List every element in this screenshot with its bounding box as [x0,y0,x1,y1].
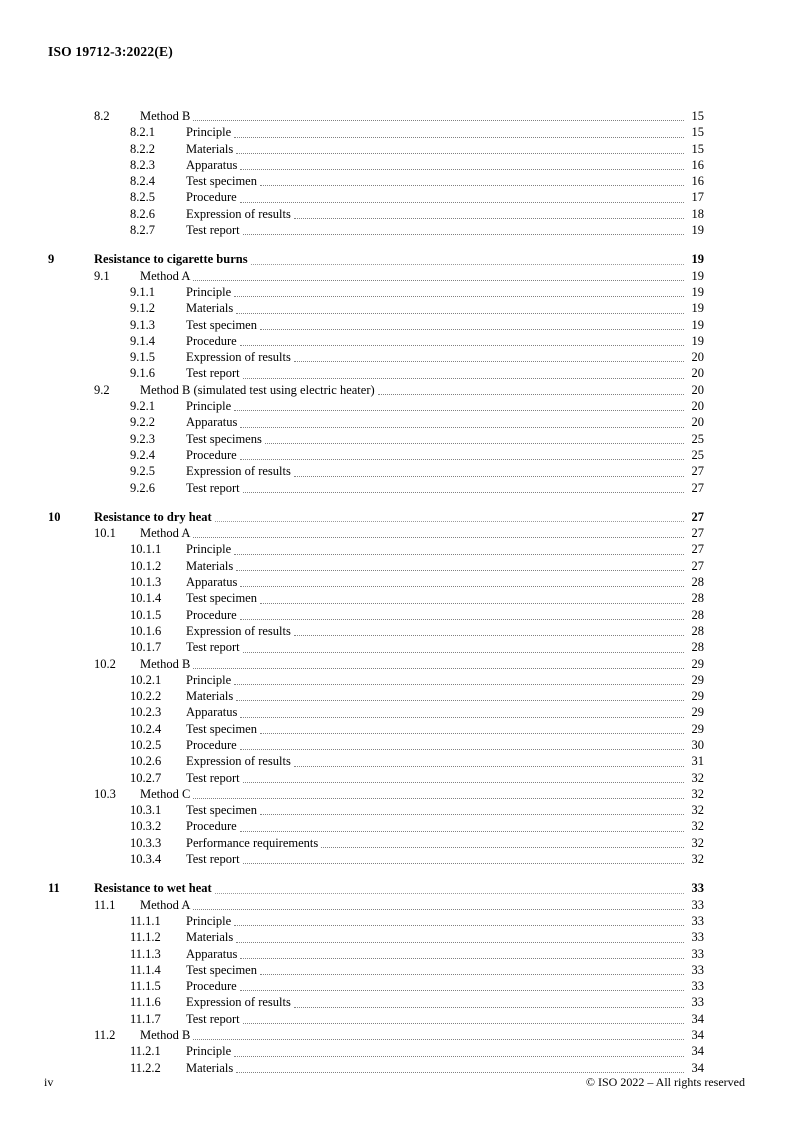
toc-entry[interactable] [48,108,704,124]
toc-entry-label: Test specimen [186,317,257,332]
toc-entry-page: 19 [691,301,704,316]
toc-entry-page: 32 [691,819,704,834]
toc-entry[interactable] [48,480,704,496]
toc-leader-dots [236,569,684,571]
toc-entry[interactable] [48,173,704,189]
toc-spacer [48,867,704,874]
toc-entry-label: Method B (simulated test using electric heater) [140,382,375,397]
toc-entry-page: 33 [691,946,704,961]
toc-entry-label: Principle [186,672,232,687]
toc-entry-number: 10.2.6 [130,754,162,769]
toc-entry-page: 34 [691,1060,704,1075]
toc-entry-page: 20 [691,399,704,414]
toc-entry-number: 10.1.5 [130,607,162,622]
toc-entry-number: 10.2.1 [130,672,162,687]
toc-entry-number: 11.1.5 [130,979,161,994]
toc-entry-label: Procedure [186,190,237,205]
toc-entry-number: 11.1.2 [130,930,161,945]
toc-entry-number: 8.2.6 [130,206,155,221]
toc-entry-label: Principle [186,125,232,140]
toc-entry-page: 16 [691,174,704,189]
toc-entry[interactable] [48,994,704,1010]
toc-leader-dots [294,634,684,636]
toc-entry-page: 25 [691,431,704,446]
toc-entry-page: 29 [691,672,704,687]
toc-leader-dots [240,989,684,991]
toc-entry-label: Resistance to wet heat [94,881,212,896]
toc-entry-label: Apparatus [186,946,238,961]
toc-entry-label: Method B [140,1028,191,1043]
toc-entry-label: Test specimen [186,591,257,606]
toc-entry-number: 9.2.5 [130,464,155,479]
toc-entry-number: 10.1.7 [130,640,162,655]
toc-entry[interactable] [48,541,704,557]
toc-entry[interactable] [48,1060,704,1076]
toc-entry-number: 11.1.4 [130,962,161,977]
toc-leader-dots [193,119,684,121]
toc-leader-dots [234,409,684,411]
toc-leader-dots [193,279,684,281]
toc-entry-label: Principle [186,284,232,299]
toc-entry-page: 34 [691,1011,704,1026]
toc-entry-label: Test report [186,770,240,785]
toc-leader-dots [240,458,684,460]
toc-entry-number: 9.2 [94,382,110,397]
toc-entry-number: 9.1.2 [130,301,155,316]
toc-entry[interactable] [48,978,704,994]
table-of-contents [48,108,704,1076]
toc-entry-label: Expression of results [186,754,291,769]
toc-entry-label: Test report [186,480,240,495]
toc-leader-dots [236,941,684,943]
toc-entry-number: 9.1.4 [130,333,155,348]
toc-entry[interactable] [48,463,704,479]
toc-entry-number: 10.2.4 [130,721,162,736]
toc-entry-number: 10.1.2 [130,558,162,573]
toc-entry-number: 10.2.2 [130,689,162,704]
toc-entry[interactable] [48,656,704,672]
toc-entry-label: Performance requirements [186,835,319,850]
toc-entry[interactable] [48,623,704,639]
toc-entry[interactable] [48,349,704,365]
toc-entry-number: 8.2.4 [130,174,155,189]
toc-entry-number: 10 [48,509,61,524]
toc-leader-dots [240,716,684,718]
toc-leader-dots [260,813,684,815]
toc-leader-dots [294,475,684,477]
toc-entry[interactable] [48,688,704,704]
toc-entry-page: 15 [691,141,704,156]
toc-entry-page: 20 [691,350,704,365]
toc-entry-page: 19 [691,333,704,348]
toc-entry-page: 29 [691,689,704,704]
toc-entry-page: 16 [691,157,704,172]
footer-copyright: © ISO 2022 – All rights reserved [585,1075,745,1089]
toc-entry-page: 33 [691,913,704,928]
toc-entry-label: Materials [186,141,234,156]
toc-entry[interactable] [48,639,704,655]
toc-entry[interactable] [48,590,704,606]
toc-spacer [48,496,704,503]
toc-entry-page: 32 [691,803,704,818]
toc-leader-dots [378,393,684,395]
toc-entry-label: Method A [140,897,191,912]
toc-entry-number: 8.2.3 [130,157,155,172]
toc-leader-dots [234,1055,684,1057]
toc-entry-page: 28 [691,640,704,655]
toc-entry[interactable] [48,365,704,381]
toc-entry[interactable] [48,607,704,623]
toc-entry-label: Apparatus [186,575,238,590]
toc-entry-label: Method B [140,109,191,123]
toc-entry-label: Method B [140,656,191,671]
toc-entry-label: Expression of results [186,995,291,1010]
toc-leader-dots [193,908,684,910]
toc-entry-number: 9.1.1 [130,284,155,299]
toc-entry-number: 9.1.3 [130,317,155,332]
toc-entry-label: Method C [140,786,191,801]
toc-leader-dots [294,1006,684,1008]
toc-entry-page: 34 [691,1044,704,1059]
toc-entry-label: Apparatus [186,705,238,720]
toc-entry-page: 29 [691,705,704,720]
toc-entry-number: 10.3 [94,786,116,801]
toc-entry-label: Method A [140,526,191,541]
toc-entry-page: 33 [691,962,704,977]
toc-entry-number: 10.2.7 [130,770,162,785]
toc-entry[interactable] [48,284,704,300]
toc-leader-dots [294,360,684,362]
toc-entry-label: Procedure [186,607,237,622]
toc-entry[interactable] [48,251,704,267]
footer-page-number: iv [44,1075,54,1089]
toc-entry[interactable] [48,206,704,222]
toc-entry-label: Apparatus [186,157,238,172]
toc-entry-number: 10.3.3 [130,835,162,850]
toc-leader-dots [240,344,684,346]
toc-entry[interactable] [48,1011,704,1027]
toc-entry-page: 29 [691,656,704,671]
toc-entry-number: 11.1.1 [130,913,161,928]
toc-entry[interactable] [48,382,704,398]
toc-entry-number: 10.1.3 [130,575,162,590]
toc-entry[interactable] [48,431,704,447]
toc-leader-dots [234,295,684,297]
toc-entry-label: Materials [186,930,234,945]
toc-leader-dots [243,233,684,235]
toc-entry-page: 15 [691,109,704,123]
toc-leader-dots [243,1022,684,1024]
toc-entry-number: 8.2.7 [130,223,155,238]
toc-entry-label: Test specimen [186,962,257,977]
toc-entry[interactable] [48,414,704,430]
toc-entry-label: Test specimen [186,174,257,189]
toc-entry-label: Principle [186,542,232,557]
toc-entry[interactable] [48,851,704,867]
toc-entry[interactable] [48,1027,704,1043]
toc-entry-page: 19 [691,252,704,267]
toc-entry-label: Test specimen [186,721,257,736]
toc-entry-number: 10.3.1 [130,803,162,818]
toc-entry-label: Test report [186,223,240,238]
toc-entry-number: 9 [48,252,55,267]
toc-entry-label: Procedure [186,737,237,752]
toc-entry-page: 27 [691,526,704,541]
document-header: ISO 19712-3:2022(E) [48,44,173,59]
toc-entry[interactable] [48,818,704,834]
toc-entry-page: 27 [691,509,704,524]
toc-entry-number: 10.1.4 [130,591,162,606]
toc-entry-page: 28 [691,591,704,606]
toc-entry[interactable] [48,946,704,962]
toc-entry-label: Expression of results [186,350,291,365]
toc-entry-label: Expression of results [186,206,291,221]
toc-leader-dots [260,602,684,604]
toc-leader-dots [294,217,684,219]
toc-entry-page: 32 [691,835,704,850]
toc-entry-page: 20 [691,382,704,397]
toc-entry-number: 9.2.1 [130,399,155,414]
toc-entry-label: Test specimen [186,803,257,818]
toc-leader-dots [240,201,684,203]
toc-entry-label: Test report [186,1011,240,1026]
toc-entry-label: Procedure [186,333,237,348]
toc-entry-page: 33 [691,930,704,945]
toc-entry[interactable] [48,835,704,851]
toc-leader-dots [240,957,684,959]
toc-spacer [48,238,704,245]
toc-leader-dots [251,263,684,265]
toc-leader-dots [193,536,684,538]
toc-entry[interactable] [48,317,704,333]
toc-entry-label: Test report [186,640,240,655]
toc-entry-number: 9.1 [94,268,110,283]
toc-leader-dots [260,184,684,186]
toc-entry-label: Materials [186,301,234,316]
toc-entry[interactable] [48,141,704,157]
toc-entry-page: 20 [691,415,704,430]
toc-entry-number: 11.1 [94,897,116,912]
toc-entry-page: 33 [691,979,704,994]
toc-entry[interactable] [48,398,704,414]
toc-entry[interactable] [48,929,704,945]
toc-leader-dots [240,168,684,170]
toc-entry-page: 32 [691,852,704,867]
toc-entry[interactable] [48,509,704,525]
toc-entry-page: 15 [691,125,704,140]
toc-entry-page: 17 [691,190,704,205]
toc-entry[interactable] [48,802,704,818]
toc-entry-page: 32 [691,770,704,785]
toc-entry-number: 11.1.3 [130,946,161,961]
toc-leader-dots [240,748,684,750]
toc-entry-number: 11.2 [94,1028,116,1043]
toc-leader-dots [234,136,684,138]
toc-entry-page: 27 [691,480,704,495]
toc-leader-dots [243,491,684,493]
toc-entry-page: 29 [691,721,704,736]
toc-leader-dots [215,892,684,894]
toc-entry-page: 33 [691,995,704,1010]
toc-entry-label: Method A [140,268,191,283]
toc-leader-dots [243,862,684,864]
toc-entry-page: 32 [691,786,704,801]
toc-leader-dots [215,520,684,522]
toc-entry-number: 8.2.2 [130,141,155,156]
toc-entry-label: Test report [186,366,240,381]
toc-entry[interactable] [48,880,704,896]
toc-entry[interactable] [48,558,704,574]
toc-entry-number: 10.2 [94,656,116,671]
toc-entry-page: 19 [691,268,704,283]
toc-entry-page: 19 [691,317,704,332]
toc-entry-number: 9.2.3 [130,431,155,446]
toc-entry-number: 10.3.4 [130,852,162,867]
toc-entry-page: 28 [691,575,704,590]
toc-leader-dots [260,732,684,734]
toc-entry-number: 9.2.6 [130,480,155,495]
toc-entry-number: 8.2.5 [130,190,155,205]
toc-entry-number: 10.1.6 [130,623,162,638]
toc-entry-page: 20 [691,366,704,381]
toc-entry-page: 27 [691,558,704,573]
toc-entry[interactable] [48,704,704,720]
toc-entry[interactable] [48,1043,704,1059]
toc-leader-dots [260,328,684,330]
toc-entry-label: Principle [186,913,232,928]
toc-leader-dots [234,683,684,685]
toc-entry-page: 19 [691,284,704,299]
toc-leader-dots [260,973,684,975]
toc-leader-dots [236,1071,684,1073]
toc-entry-label: Materials [186,1060,234,1075]
toc-entry-page: 19 [691,223,704,238]
toc-entry-number: 8.2.1 [130,125,155,140]
toc-entry[interactable] [48,574,704,590]
toc-entry-label: Procedure [186,447,237,462]
toc-entry[interactable] [48,770,704,786]
toc-entry-page: 25 [691,447,704,462]
toc-entry-number: 9.2.2 [130,415,155,430]
toc-entry[interactable] [48,786,704,802]
toc-entry-page: 34 [691,1028,704,1043]
toc-entry[interactable] [48,913,704,929]
toc-entry-page: 27 [691,464,704,479]
toc-leader-dots [193,797,684,799]
toc-leader-dots [243,651,684,653]
toc-entry[interactable] [48,962,704,978]
toc-entry-number: 8.2 [94,109,110,123]
toc-entry-number: 10.1 [94,526,116,541]
toc-entry-label: Resistance to cigarette burns [94,252,248,267]
toc-leader-dots [236,312,684,314]
toc-entry-label: Expression of results [186,623,291,638]
toc-entry-label: Principle [186,399,232,414]
toc-entry-number: 11 [48,881,60,896]
toc-entry-label: Resistance to dry heat [94,509,212,524]
toc-entry-number: 9.1.5 [130,350,155,365]
toc-entry-page: 28 [691,607,704,622]
toc-leader-dots [234,553,684,555]
toc-entry[interactable] [48,737,704,753]
toc-entry-page: 27 [691,542,704,557]
toc-leader-dots [240,830,684,832]
toc-leader-dots [193,1038,684,1040]
toc-entry[interactable] [48,124,704,140]
toc-entry[interactable] [48,721,704,737]
toc-entry-label: Apparatus [186,415,238,430]
toc-entry-number: 10.2.5 [130,737,162,752]
toc-leader-dots [265,442,684,444]
toc-entry[interactable] [48,672,704,688]
toc-entry-label: Procedure [186,979,237,994]
toc-leader-dots [236,699,684,701]
toc-entry[interactable] [48,333,704,349]
toc-entry-number: 11.2.2 [130,1060,161,1075]
toc-entry-page: 30 [691,737,704,752]
toc-entry-label: Test report [186,852,240,867]
toc-entry-page: 18 [691,206,704,221]
toc-entry-number: 9.1.6 [130,366,155,381]
toc-entry-page: 28 [691,623,704,638]
toc-entry[interactable] [48,189,704,205]
toc-entry[interactable] [48,222,704,238]
toc-leader-dots [234,924,684,926]
toc-leader-dots [294,765,684,767]
toc-entry-label: Test specimens [186,431,262,446]
toc-entry[interactable] [48,897,704,913]
toc-entry[interactable] [48,157,704,173]
toc-entry-label: Procedure [186,819,237,834]
toc-leader-dots [236,152,684,154]
toc-leader-dots [193,667,684,669]
toc-entry-number: 11.2.1 [130,1044,161,1059]
toc-entry[interactable] [48,525,704,541]
toc-entry[interactable] [48,753,704,769]
toc-entry-page: 33 [691,881,704,896]
toc-leader-dots [321,846,684,848]
toc-entry-page: 33 [691,897,704,912]
toc-leader-dots [243,377,684,379]
toc-entry-label: Materials [186,689,234,704]
toc-entry[interactable] [48,300,704,316]
toc-leader-dots [240,618,684,620]
toc-entry-number: 10.2.3 [130,705,162,720]
toc-entry-label: Materials [186,558,234,573]
toc-leader-dots [240,585,684,587]
toc-leader-dots [243,781,684,783]
toc-entry-number: 11.1.7 [130,1011,161,1026]
toc-entry-page: 31 [691,754,704,769]
toc-entry[interactable] [48,268,704,284]
toc-entry-label: Expression of results [186,464,291,479]
toc-entry-number: 10.1.1 [130,542,162,557]
toc-entry-number: 9.2.4 [130,447,155,462]
toc-leader-dots [240,426,684,428]
toc-entry[interactable] [48,447,704,463]
toc-entry-label: Principle [186,1044,232,1059]
toc-entry-number: 10.3.2 [130,819,162,834]
toc-entry-number: 11.1.6 [130,995,161,1010]
